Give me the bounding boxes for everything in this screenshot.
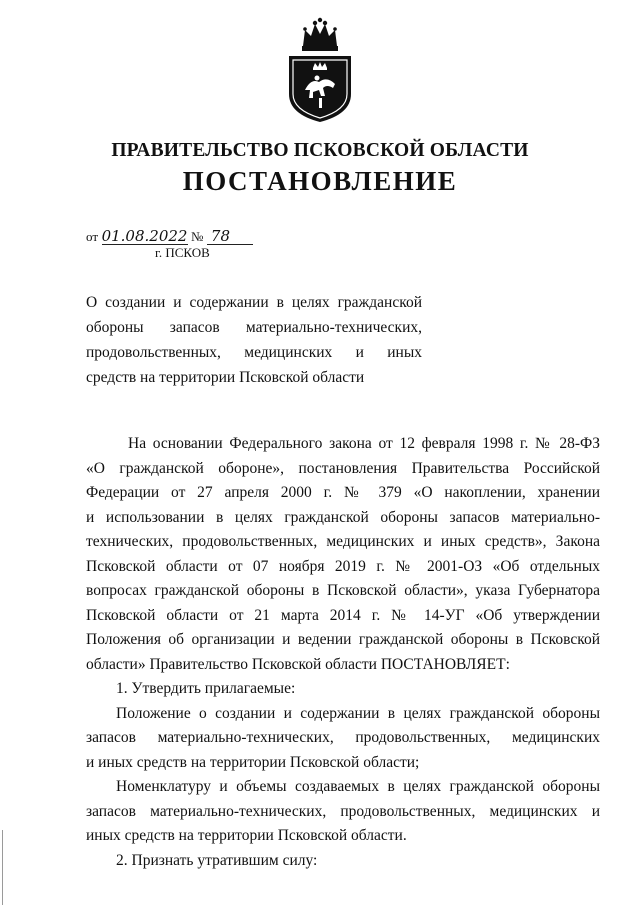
number-sign: № <box>191 229 204 244</box>
body-line: Положение о создании и содержании в целях гражданской обороны <box>116 704 600 722</box>
body-line: На основании Федерального закона от 12 февраля 1998 г. № 28-ФЗ <box>128 435 600 452</box>
body-line: 1. Утвердить прилагаемые: <box>116 680 296 697</box>
handwritten-date: 01.08.2022 <box>101 227 188 245</box>
subject-line: обороны запасов материально-технических, <box>86 319 422 336</box>
body-line: запасов материально-технических, продовольственных, медицинских и <box>86 802 600 820</box>
government-title: ПРАВИТЕЛЬСТВО ПСКОВСКОЙ ОБЛАСТИ <box>111 140 529 161</box>
subject-line: О создании и содержании в целях гражданской <box>86 294 422 311</box>
handwritten-number: 78 <box>207 228 253 245</box>
body-line: «О гражданской обороне», постановления Правительства Российской <box>86 459 600 477</box>
body-line: области» Правительство Псковской области ПОСТАНОВЛЯЕТ: <box>86 655 510 673</box>
body-line: 2. Признать утратившим силу: <box>116 851 318 869</box>
body-line: Федерации от 27 апреля 2000 г. № 379 «О накоплении, хранении <box>86 484 600 501</box>
body-line: вопросах гражданской обороны в Псковской области», указа Губернатора <box>86 582 600 599</box>
document-body <box>86 432 600 873</box>
body-line: Номенклатуру и объемы создаваемых в целях гражданской обороны <box>116 778 600 795</box>
body-line: Псковской области от 21 марта 2014 г. № 14-УГ «Об утверждении <box>86 606 600 624</box>
subject-line: продовольственных, медицинских и иных <box>86 344 422 361</box>
body-line: Положения об организации и ведении гражданской обороны в Псковской <box>86 631 600 648</box>
date-prefix: от <box>86 229 99 244</box>
document-type-title: ПОСТАНОВЛЕНИЕ <box>182 166 458 196</box>
coat-of-arms-emblem <box>283 16 357 124</box>
body-line: и использовании в целях гражданской обороны запасов материально- <box>86 508 600 526</box>
body-line: технических, продовольственных, медицинских и иных средств», Закона <box>86 533 600 550</box>
date-number-line <box>86 228 253 246</box>
body-line: Псковской области от 07 ноября 2019 г. № 2001-ОЗ «Об отдельных <box>86 557 600 575</box>
document-subject <box>86 290 422 390</box>
subject-line: средств на территории Псковской области <box>86 369 365 386</box>
body-line: запасов материально-технических, продовольственных, медицинских <box>86 729 600 746</box>
scan-edge-line <box>2 830 3 905</box>
body-line: и иных средств на территории Псковской области; <box>86 753 420 771</box>
city-label: г. ПСКОВ <box>155 245 210 260</box>
body-line: иных средств на территории Псковской области. <box>86 827 407 844</box>
